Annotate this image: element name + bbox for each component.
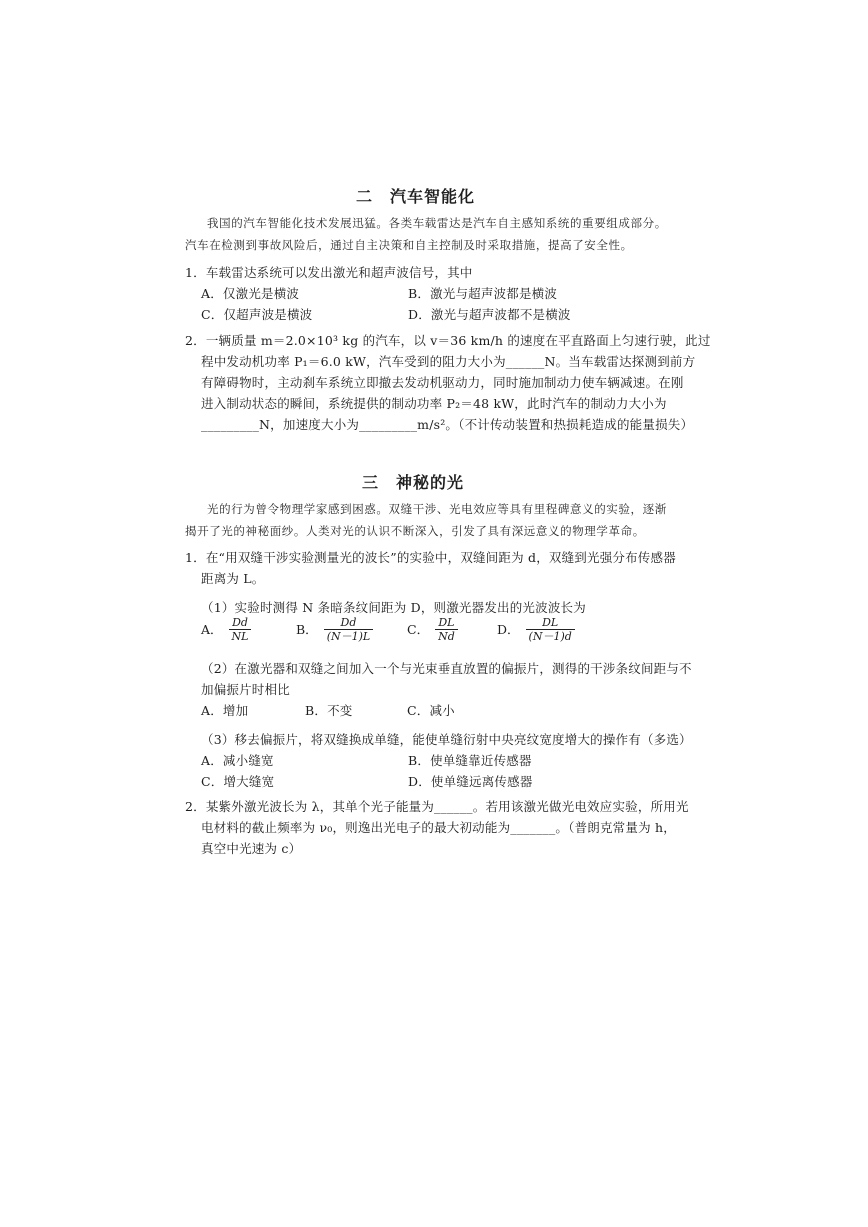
s3-q1-line-2: 距离为 L。 [201, 571, 265, 586]
section-3-intro-line-2: 揭开了光的神秘面纱。人类对光的认识不断深入，引发了具有深远意义的物理学革命。 [185, 524, 645, 538]
s3-q1-sub3-option-a: A．减小缝宽 [201, 753, 274, 768]
s3-q1-sub2-line-1: （2）在激光器和双缝之间加入一个与光束垂直放置的偏振片，测得的干涉条纹间距与不 [201, 661, 692, 676]
option-d-fraction [526, 616, 575, 643]
option-b-fraction [324, 616, 374, 643]
s3-q1-sub3-option-d: D．使单缝远离传感器 [408, 774, 533, 789]
s2-q2-line-5: _________N，加速度大小为_________m/s²。（不计传动装置和热损耗造成的能量损失） [201, 417, 694, 432]
s3-q1-sub2-line-2: 加偏振片时相比 [201, 682, 290, 697]
option-c-denominator: Nd [438, 630, 455, 643]
section-3-title: 三 神秘的光 [362, 473, 465, 492]
option-d-denominator: (N－1)d [528, 630, 572, 643]
s3-q1-sub1-option-c [407, 616, 458, 643]
s3-q1-sub3-option-c: C．增大缝宽 [201, 774, 275, 789]
option-b-denominator: (N－1)L [326, 630, 371, 643]
option-a-fraction [229, 616, 252, 643]
s2-q2-line-2: 程中发动机功率 P₁＝6.0 kW，汽车受到的阻力大小为______N。当车载雷达探测到前方 [201, 354, 696, 369]
s3-q1-sub1-option-b [296, 616, 373, 643]
s3-q2-line-2: 电材料的截止频率为 ν₀，则逸出光电子的最大初动能为_______。（普朗克常量为 h， [201, 820, 676, 835]
s3-q2-line-1: 2．某紫外激光波长为 λ，其单个光子能量为______。若用该激光做光电效应实验，所用光 [185, 799, 689, 814]
option-d-numerator: DL [526, 616, 575, 630]
option-a-label: A． [201, 622, 223, 637]
s3-q1-sub3-option-b: B．使单缝靠近传感器 [408, 753, 532, 768]
option-b-numerator: Dd [324, 616, 374, 630]
s3-q1-line-1: 1．在“用双缝干涉实验测量光的波长”的实验中，双缝间距为 d，双缝到光强分布传感器 [185, 550, 676, 565]
s3-q2-line-3: 真空中光速为 c） [201, 841, 302, 856]
s2-q2-line-4: 进入制动状态的瞬间，系统提供的制动功率 P₂＝48 kW，此时汽车的制动力大小为 [201, 396, 667, 411]
section-3-intro-line-1: 光的行为曾令物理学家感到困惑。双缝干涉、光电效应等具有里程碑意义的实验，逐渐 [207, 502, 667, 516]
section-2-title: 二 汽车智能化 [356, 187, 476, 206]
s3-q1-sub1-option-a [201, 616, 251, 643]
s2-q1-option-a: A．仅激光是横波 [201, 286, 300, 301]
option-c-fraction [435, 616, 458, 643]
s3-q1-sub2-option-b: B．不变 [305, 703, 353, 718]
s2-q1-stem: 1．车载雷达系统可以发出激光和超声波信号，其中 [185, 265, 473, 280]
s3-q1-sub3-stem: （3）移去偏振片，将双缝换成单缝，能使单缝衍射中央亮纹宽度增大的操作有（多选） [201, 732, 692, 747]
s3-q1-sub2-option-a: A．增加 [201, 703, 249, 718]
section-2-intro-line-2: 汽车在检测到事故风险后，通过自主决策和自主控制及时采取措施，提高了安全性。 [185, 238, 633, 252]
s2-q1-option-c: C．仅超声波是横波 [201, 307, 313, 322]
s2-q1-option-d: D．激光与超声波都不是横波 [408, 307, 571, 322]
option-a-denominator: NL [231, 630, 249, 643]
s3-q1-sub1-stem: （1）实验时测得 N 条暗条纹间距为 D，则激光器发出的光波波长为 [201, 600, 586, 615]
option-a-numerator: Dd [229, 616, 252, 630]
s3-q1-sub2-option-c: C．减小 [407, 703, 455, 718]
option-c-label: C． [407, 622, 430, 637]
option-d-label: D． [497, 622, 520, 637]
section-2-intro-line-1: 我国的汽车智能化技术发展迅猛。各类车载雷达是汽车自主感知系统的重要组成部分。 [207, 216, 667, 230]
s2-q2-line-1: 2．一辆质量 m＝2.0×10³ kg 的汽车，以 v＝36 km/h 的速度在平直路面上匀速行驶，此过 [185, 333, 711, 348]
option-b-label: B． [296, 622, 318, 637]
s3-q1-sub1-option-d [497, 616, 575, 643]
option-c-numerator: DL [435, 616, 458, 630]
s2-q2-line-3: 有障碍物时，主动刹车系统立即撤去发动机驱动力，同时施加制动力使车辆减速。在刚 [201, 375, 684, 390]
s2-q1-option-b: B．激光与超声波都是横波 [408, 286, 558, 301]
